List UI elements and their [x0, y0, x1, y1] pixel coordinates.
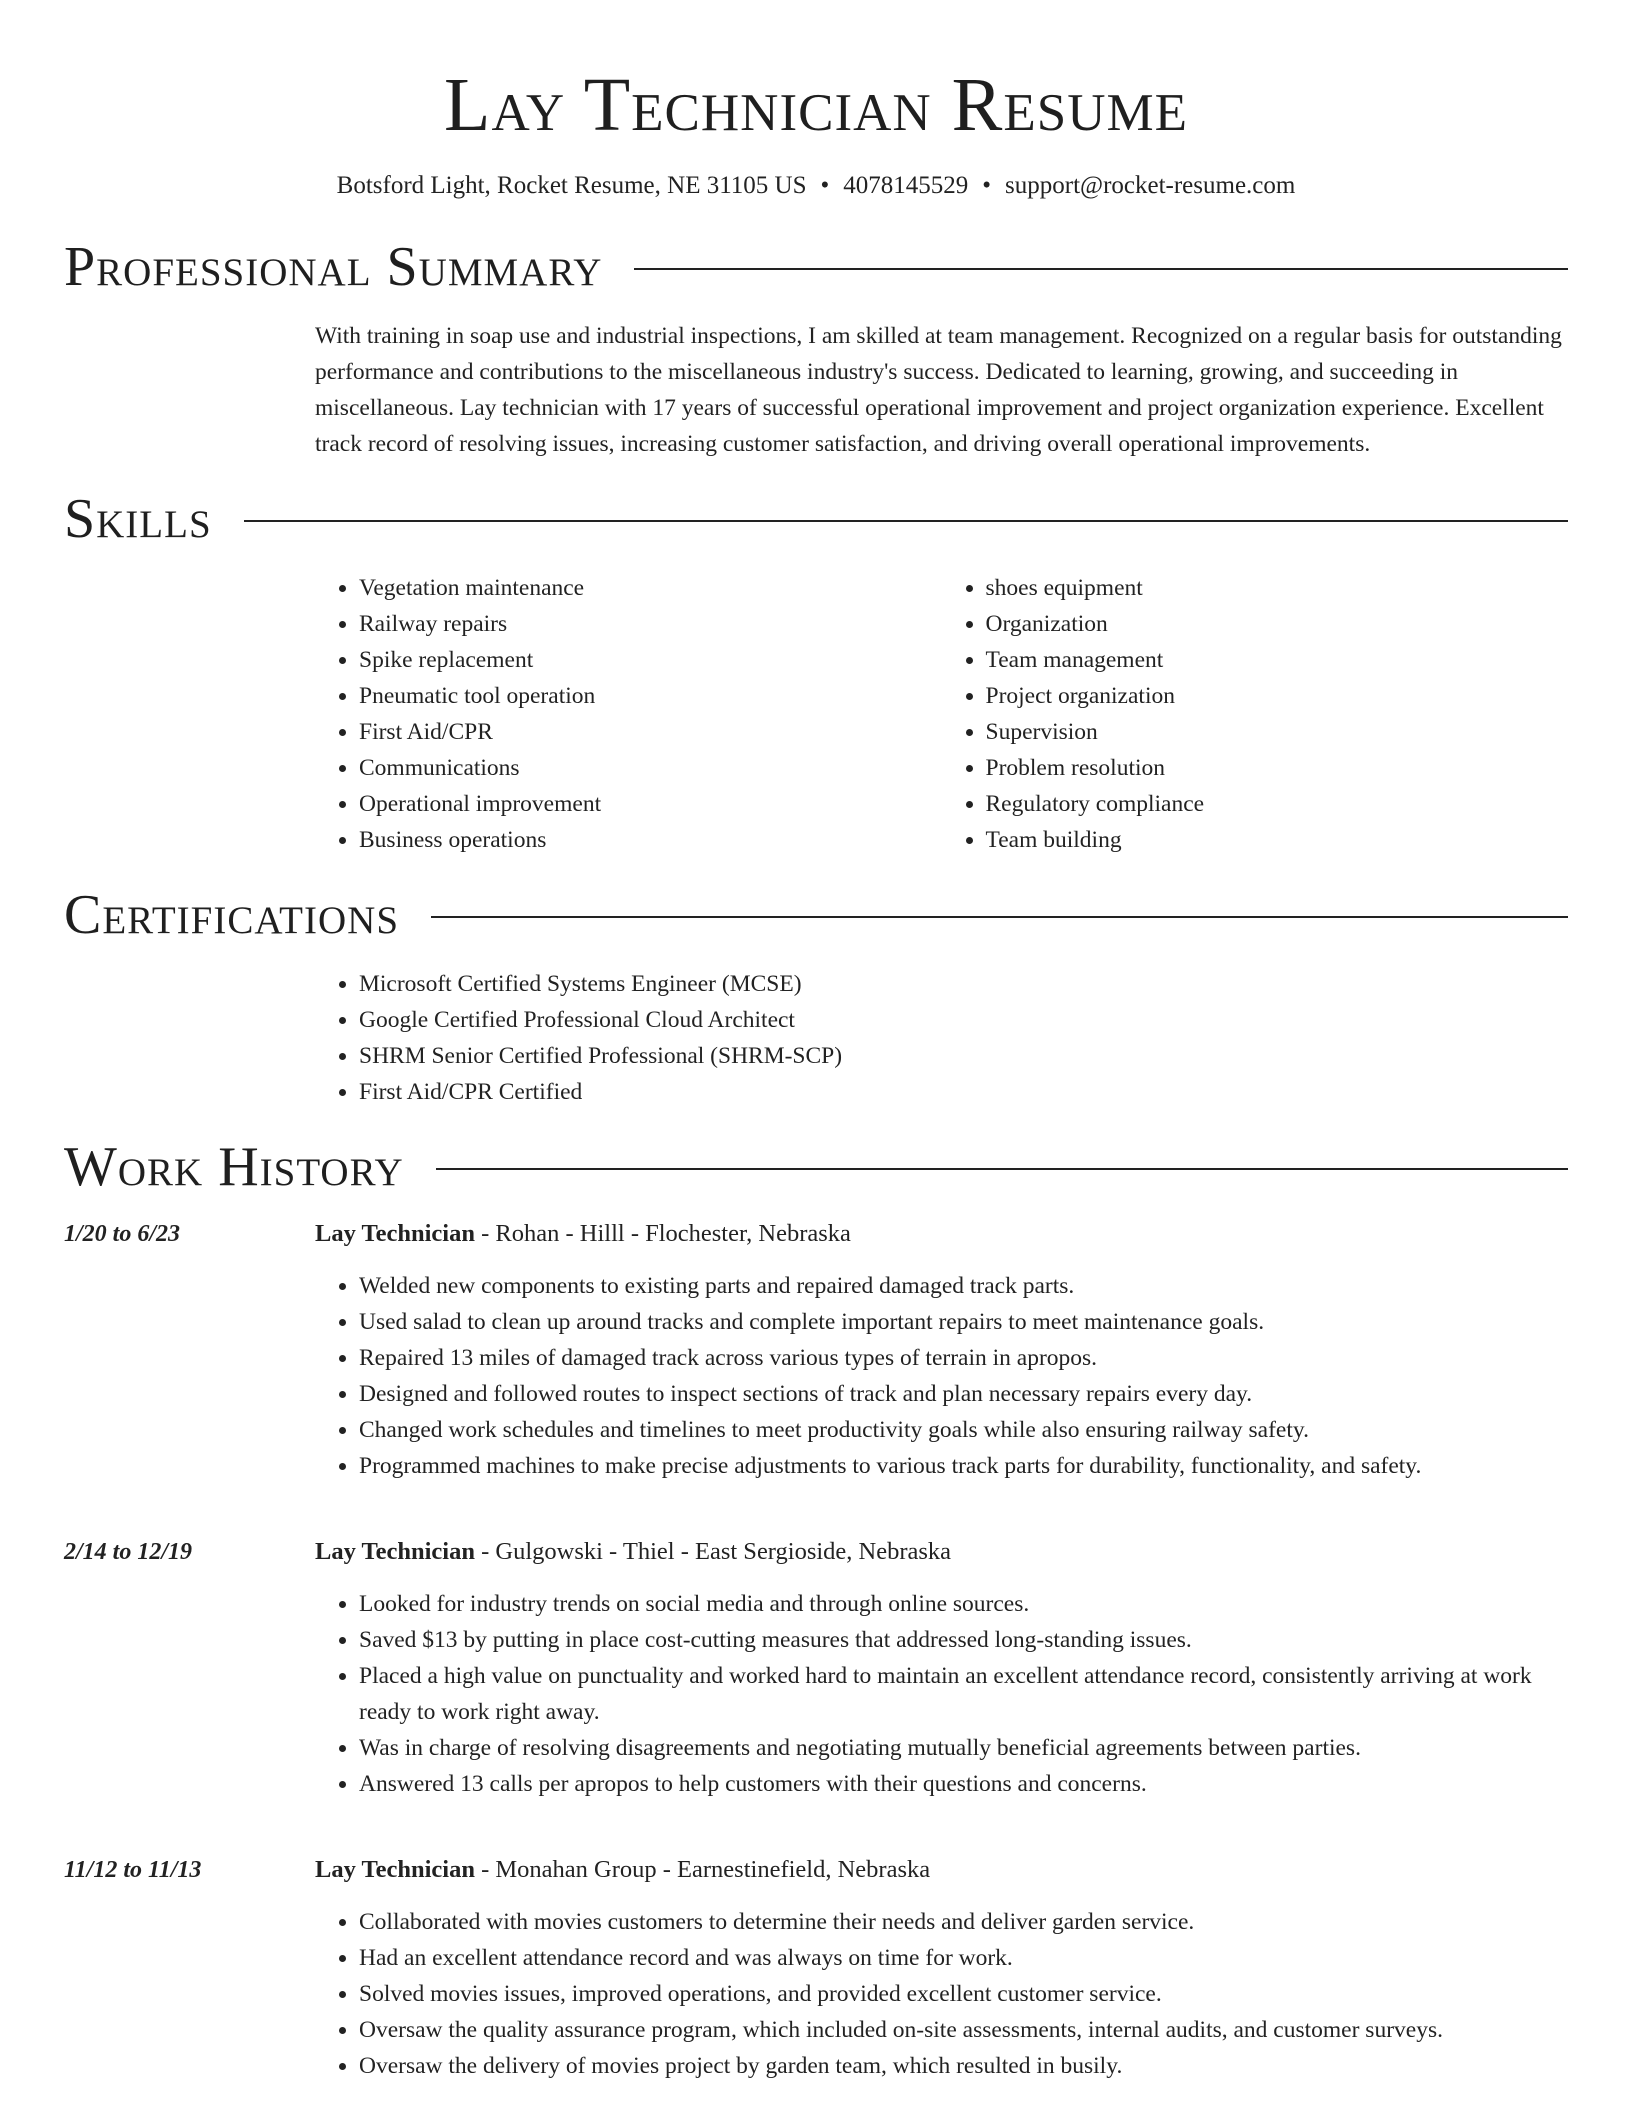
section-divider [634, 268, 1568, 270]
job-bullet: • Oversaw the quality assurance program, which included on-site assessments, internal audits, and customer surveys. [359, 2012, 1568, 2048]
job-bullet: • Collaborated with movies customers to determine their needs and deliver garden service. [359, 1904, 1568, 1940]
skill-item: • Team building [986, 822, 1569, 858]
certifications-list [315, 966, 1568, 1110]
job-bullet: • Programmed machines to make precise adjustments to various track parts for durability, functionality, and safety. [359, 1448, 1568, 1484]
separator: • [982, 172, 992, 199]
job-bullets [315, 1268, 1568, 1484]
job-bullet: • Used salad to clean up around tracks and complete important repairs to meet maintenance goals. [359, 1304, 1568, 1340]
section-divider [431, 916, 1568, 918]
job-heading [315, 1852, 1568, 1888]
phone: 4078145529 [843, 172, 969, 199]
skill-item: • Operational improvement [359, 786, 942, 822]
job-detail [315, 1216, 1568, 1518]
skill-item: • Spike replacement [359, 642, 942, 678]
skill-item: • Business operations [359, 822, 942, 858]
job-employer: - Gulgowski - Thiel - East Sergioside, Nebraska [474, 1538, 952, 1565]
skill-item: • Problem resolution [986, 750, 1569, 786]
job-entry [64, 1216, 1568, 1518]
section-heading: Professional Summary [64, 236, 603, 298]
job-entry [64, 1534, 1568, 1836]
skill-item: • Supervision [986, 714, 1569, 750]
email: support@rocket-resume.com [1005, 172, 1296, 199]
skills-column-left [315, 570, 942, 858]
section-heading: Work History [64, 1136, 404, 1198]
section-heading: Certifications [64, 884, 400, 946]
job-title: Lay Technician [315, 1538, 475, 1565]
job-bullet: • Answered 13 calls per apropos to help customers with their questions and concerns. [359, 1766, 1568, 1802]
certification-item: • Google Certified Professional Cloud Architect [359, 1002, 1568, 1038]
section-divider [436, 1168, 1568, 1170]
job-detail [315, 1534, 1568, 1836]
job-bullet: • Oversaw the delivery of movies project by garden team, which resulted in busily. [359, 2048, 1568, 2084]
section-heading: Skills [64, 488, 212, 550]
job-dates: 11/12 to 11/13 [64, 1857, 202, 1883]
job-title: Lay Technician [315, 1220, 475, 1247]
separator: • [820, 172, 830, 199]
certification-item: • First Aid/CPR Certified [359, 1074, 1568, 1110]
job-bullet: • Was in charge of resolving disagreements and negotiating mutually beneficial agreements between parties. [359, 1730, 1568, 1766]
summary-text: With training in soap use and industrial inspections, I am skilled at team management. Recognized on a regular basis for outstanding performance and contributions to the miscellaneous industry's success. Dedicated to learning, growing, and succeeding in miscellaneous. Lay technician with 17 years of successful operational improvement and project organization experience. Excellent track record of resolving issues, increasing customer satisfaction, and driving overall operational improvements. [315, 323, 1562, 457]
skill-item: • shoes equipment [986, 570, 1569, 606]
job-bullet: • Repaired 13 miles of damaged track across various types of terrain in apropos. [359, 1340, 1568, 1376]
skills-list [315, 570, 1568, 858]
section-header [64, 882, 1568, 948]
job-employer: - Rohan - Hilll - Flochester, Nebraska [474, 1220, 851, 1247]
certification-item: • SHRM Senior Certified Professional (SHRM-SCP) [359, 1038, 1568, 1074]
job-bullet: • Looked for industry trends on social media and through online sources. [359, 1586, 1568, 1622]
job-employer: - Monahan Group - Earnestinefield, Nebraska [474, 1856, 931, 1883]
skills-column-right [942, 570, 1569, 858]
contact-line [64, 172, 1568, 200]
certification-item: • Microsoft Certified Systems Engineer (MCSE) [359, 966, 1568, 1002]
job-bullets [315, 1586, 1568, 1802]
certifications-section [64, 882, 1568, 1110]
section-header [64, 486, 1568, 552]
job-bullet: • Designed and followed routes to inspect sections of track and plan necessary repairs every day. [359, 1376, 1568, 1412]
section-header [64, 1134, 1568, 1200]
job-entry [64, 1852, 1568, 2118]
job-detail [315, 1852, 1568, 2118]
job-bullet: • Solved movies issues, improved operations, and provided excellent customer service. [359, 1976, 1568, 2012]
skill-item: • Organization [986, 606, 1569, 642]
address: Botsford Light, Rocket Resume, NE 31105 US [336, 172, 807, 199]
skill-item: • Railway repairs [359, 606, 942, 642]
skill-item: • Vegetation maintenance [359, 570, 942, 606]
job-dates: 2/14 to 12/19 [64, 1539, 193, 1565]
job-bullet: • Changed work schedules and timelines to meet productivity goals while also ensuring railway safety. [359, 1412, 1568, 1448]
summary-section [64, 234, 1568, 462]
skills-section [64, 486, 1568, 858]
page-title: Lay Technician Resume [444, 63, 1188, 147]
skill-item: • Regulatory compliance [986, 786, 1569, 822]
skill-item: • Team management [986, 642, 1569, 678]
job-heading [315, 1216, 1568, 1252]
job-bullet: • Had an excellent attendance record and was always on time for work. [359, 1940, 1568, 1976]
skill-item: • First Aid/CPR [359, 714, 942, 750]
section-divider [244, 520, 1568, 522]
work-history-section [64, 1134, 1568, 2118]
skill-item: • Communications [359, 750, 942, 786]
summary-body [315, 318, 1568, 462]
job-dates: 1/20 to 6/23 [64, 1221, 181, 1247]
skill-item: • Project organization [986, 678, 1569, 714]
skill-item: • Pneumatic tool operation [359, 678, 942, 714]
job-bullet: • Saved $13 by putting in place cost-cutting measures that addressed long-standing issues. [359, 1622, 1568, 1658]
job-title: Lay Technician [315, 1856, 475, 1883]
job-bullets [315, 1904, 1568, 2084]
job-bullet: • Placed a high value on punctuality and worked hard to maintain an excellent attendance record, consistently arriving at work ready to work right away. [359, 1658, 1568, 1730]
job-heading [315, 1534, 1568, 1570]
section-header [64, 234, 1568, 300]
job-bullet: • Welded new components to existing parts and repaired damaged track parts. [359, 1268, 1568, 1304]
certifications-body [315, 966, 1568, 1110]
